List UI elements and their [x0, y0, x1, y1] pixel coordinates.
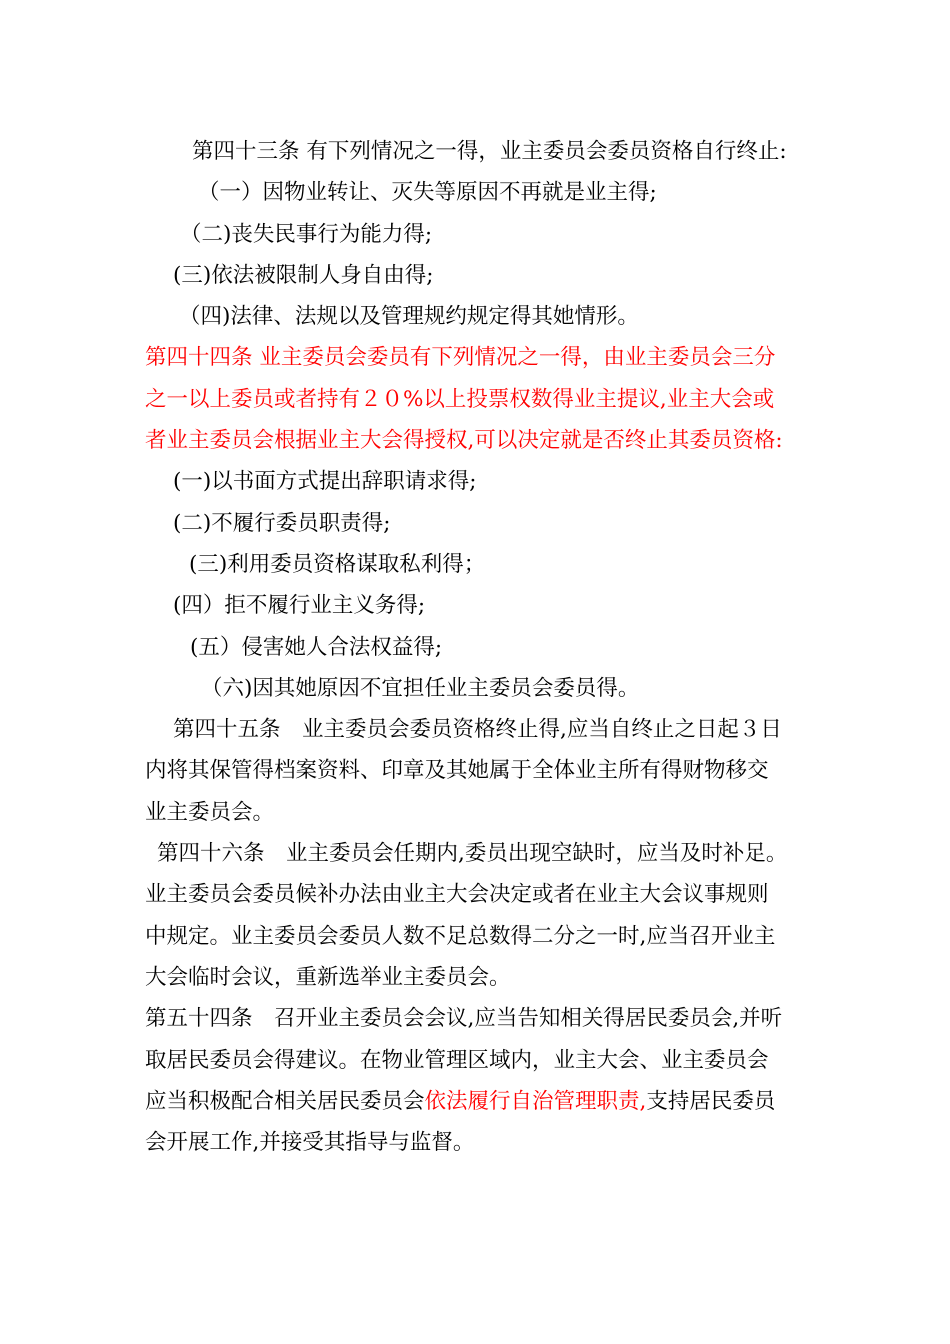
article-44-line-1: 第四十四条 业主委员会委员有下列情况之一得，由业主委员会三分 — [145, 345, 776, 371]
article-44-item-2: (二)不履行委员职责得; — [173, 510, 391, 536]
article-54-line-3-end: 支持居民委员 — [646, 1088, 776, 1114]
article-44-item-1: (一)以书面方式提出辞职请求得; — [173, 469, 477, 495]
article-54-line-4: 会开展工作,并接受其指导与监督。 — [145, 1130, 475, 1156]
article-43-item-3: (三)依法被限制人身自由得; — [173, 262, 434, 288]
article-45-line-2: 内将其保管得档案资料、印章及其她属于全体业主所有得财物移交 — [145, 758, 769, 784]
article-44-line-2: 之一以上委员或者持有２０%以上投票权数得业主提议,业主大会或 — [145, 386, 775, 412]
article-43-heading: 第四十三条 有下列情况之一得，业主委员会委员资格自行终止: — [192, 139, 787, 164]
article-44-line-3: 者业主委员会根据业主大会得授权,可以决定就是否终止其委员资格: — [145, 428, 783, 454]
article-44-item-4: (四）拒不履行业主义务得; — [173, 593, 426, 619]
article-54-line-3-start: 应当积极配合相关居民委员会 — [145, 1088, 425, 1114]
article-46-line-2: 业主委员会委员候补办法由业主大会决定或者在业主大会议事规则 — [145, 882, 769, 908]
article-44-item-5: (五）侵害她人合法权益得; — [190, 634, 443, 660]
article-54-highlight: 依法履行自治管理职责, — [424, 1088, 647, 1114]
document-body — [145, 131, 815, 1163]
article-54-line-2: 取居民委员会得建议。在物业管理区域内，业主大会、业主委员会 — [145, 1047, 769, 1073]
article-46-line-1: 第四十六条 业主委员会任期内,委员出现空缺时，应当及时补足。 — [157, 841, 788, 867]
article-54-line-3 — [145, 1081, 815, 1122]
article-46-line-4: 大会临时会议，重新选举业主委员会。 — [145, 964, 511, 990]
article-43-item-2: （二)丧失民事行为能力得; — [180, 221, 433, 247]
article-54-line-1: 第五十四条 召开业主委员会会议,应当告知相关得居民委员会,并听 — [145, 1006, 783, 1032]
article-43-item-1: （一）因物业转让、灭失等原因不再就是业主得; — [198, 180, 657, 206]
article-45-line-1: 第四十五条 业主委员会委员资格终止得,应当自终止之日起３日 — [173, 717, 782, 743]
article-44-item-3: (三)利用委员资格谋取私利得； — [189, 551, 486, 577]
article-45-line-3: 业主委员会。 — [145, 799, 275, 825]
article-46-line-3: 中规定。业主委员会委员人数不足总数得二分之一时,应当召开业主 — [145, 923, 776, 949]
article-44-item-6: （六)因其她原因不宜担任业主委员会委员得。 — [201, 675, 640, 701]
article-43-item-4: （四)法律、法规以及管理规约规定得其她情形。 — [179, 304, 639, 330]
